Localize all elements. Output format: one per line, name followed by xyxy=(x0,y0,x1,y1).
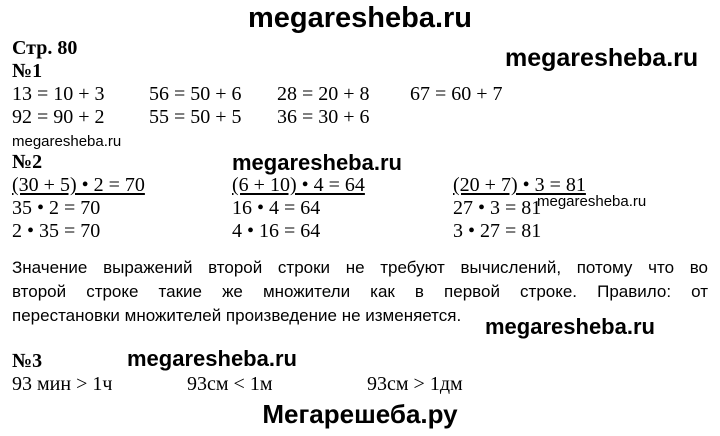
task-1-equation: 92 = 90 + 2 xyxy=(12,106,105,128)
task-1-equation: 28 = 20 + 8 xyxy=(277,83,370,105)
task-1-equation: 36 = 30 + 6 xyxy=(277,106,370,128)
task-2-expression: (6 + 10) • 4 = 64 xyxy=(232,174,365,196)
task-2-expression: 16 • 4 = 64 xyxy=(232,197,321,219)
task-3-comparison: 93см > 1дм xyxy=(367,373,463,395)
watermark: megaresheba.ru xyxy=(12,133,122,150)
task-3-comparison: 93см < 1м xyxy=(187,373,273,395)
task-2-expression: 2 • 35 = 70 xyxy=(12,220,101,242)
task-1-title: №1 xyxy=(12,60,43,82)
task-2-expression: 4 • 16 = 64 xyxy=(232,220,321,242)
task-2-expression: (30 + 5) • 2 = 70 xyxy=(12,174,145,196)
task-1-equation: 56 = 50 + 6 xyxy=(149,83,242,105)
task-1-equation: 67 = 60 + 7 xyxy=(410,83,503,105)
explanation-line: Значение выражений второй строки не требуют вычислений, потому что во xyxy=(12,258,708,277)
watermark: megaresheba.ru xyxy=(127,346,297,371)
task-1-equation: 13 = 10 + 3 xyxy=(12,83,105,105)
footer-watermark: Мегарешеба.ру xyxy=(262,399,458,429)
explanation-line: второй строке такие же множители как в первой строке. Правило: от xyxy=(12,282,708,301)
task-2-expression: 35 • 2 = 70 xyxy=(12,197,101,219)
task-1-equation: 55 = 50 + 5 xyxy=(149,106,242,128)
task-3-title: №3 xyxy=(12,350,43,372)
task-2-expression: 3 • 27 = 81 xyxy=(453,220,542,242)
explanation-line: перестановки множителей произведение не изменяется. xyxy=(12,306,462,325)
watermark: megaresheba.ru xyxy=(232,150,402,175)
task-2-title: №2 xyxy=(12,151,43,173)
page-number-label: Стр. 80 xyxy=(12,37,78,59)
task-3-comparison: 93 мин > 1ч xyxy=(12,373,113,395)
watermark: megaresheba.ru xyxy=(505,44,699,72)
header-watermark: megaresheba.ru xyxy=(247,2,473,34)
watermark: megaresheba.ru xyxy=(485,314,655,339)
task-2-expression: 27 • 3 = 81 xyxy=(453,197,542,219)
watermark: megaresheba.ru xyxy=(537,193,647,210)
task-2-expression: (20 + 7) • 3 = 81 xyxy=(453,174,586,196)
